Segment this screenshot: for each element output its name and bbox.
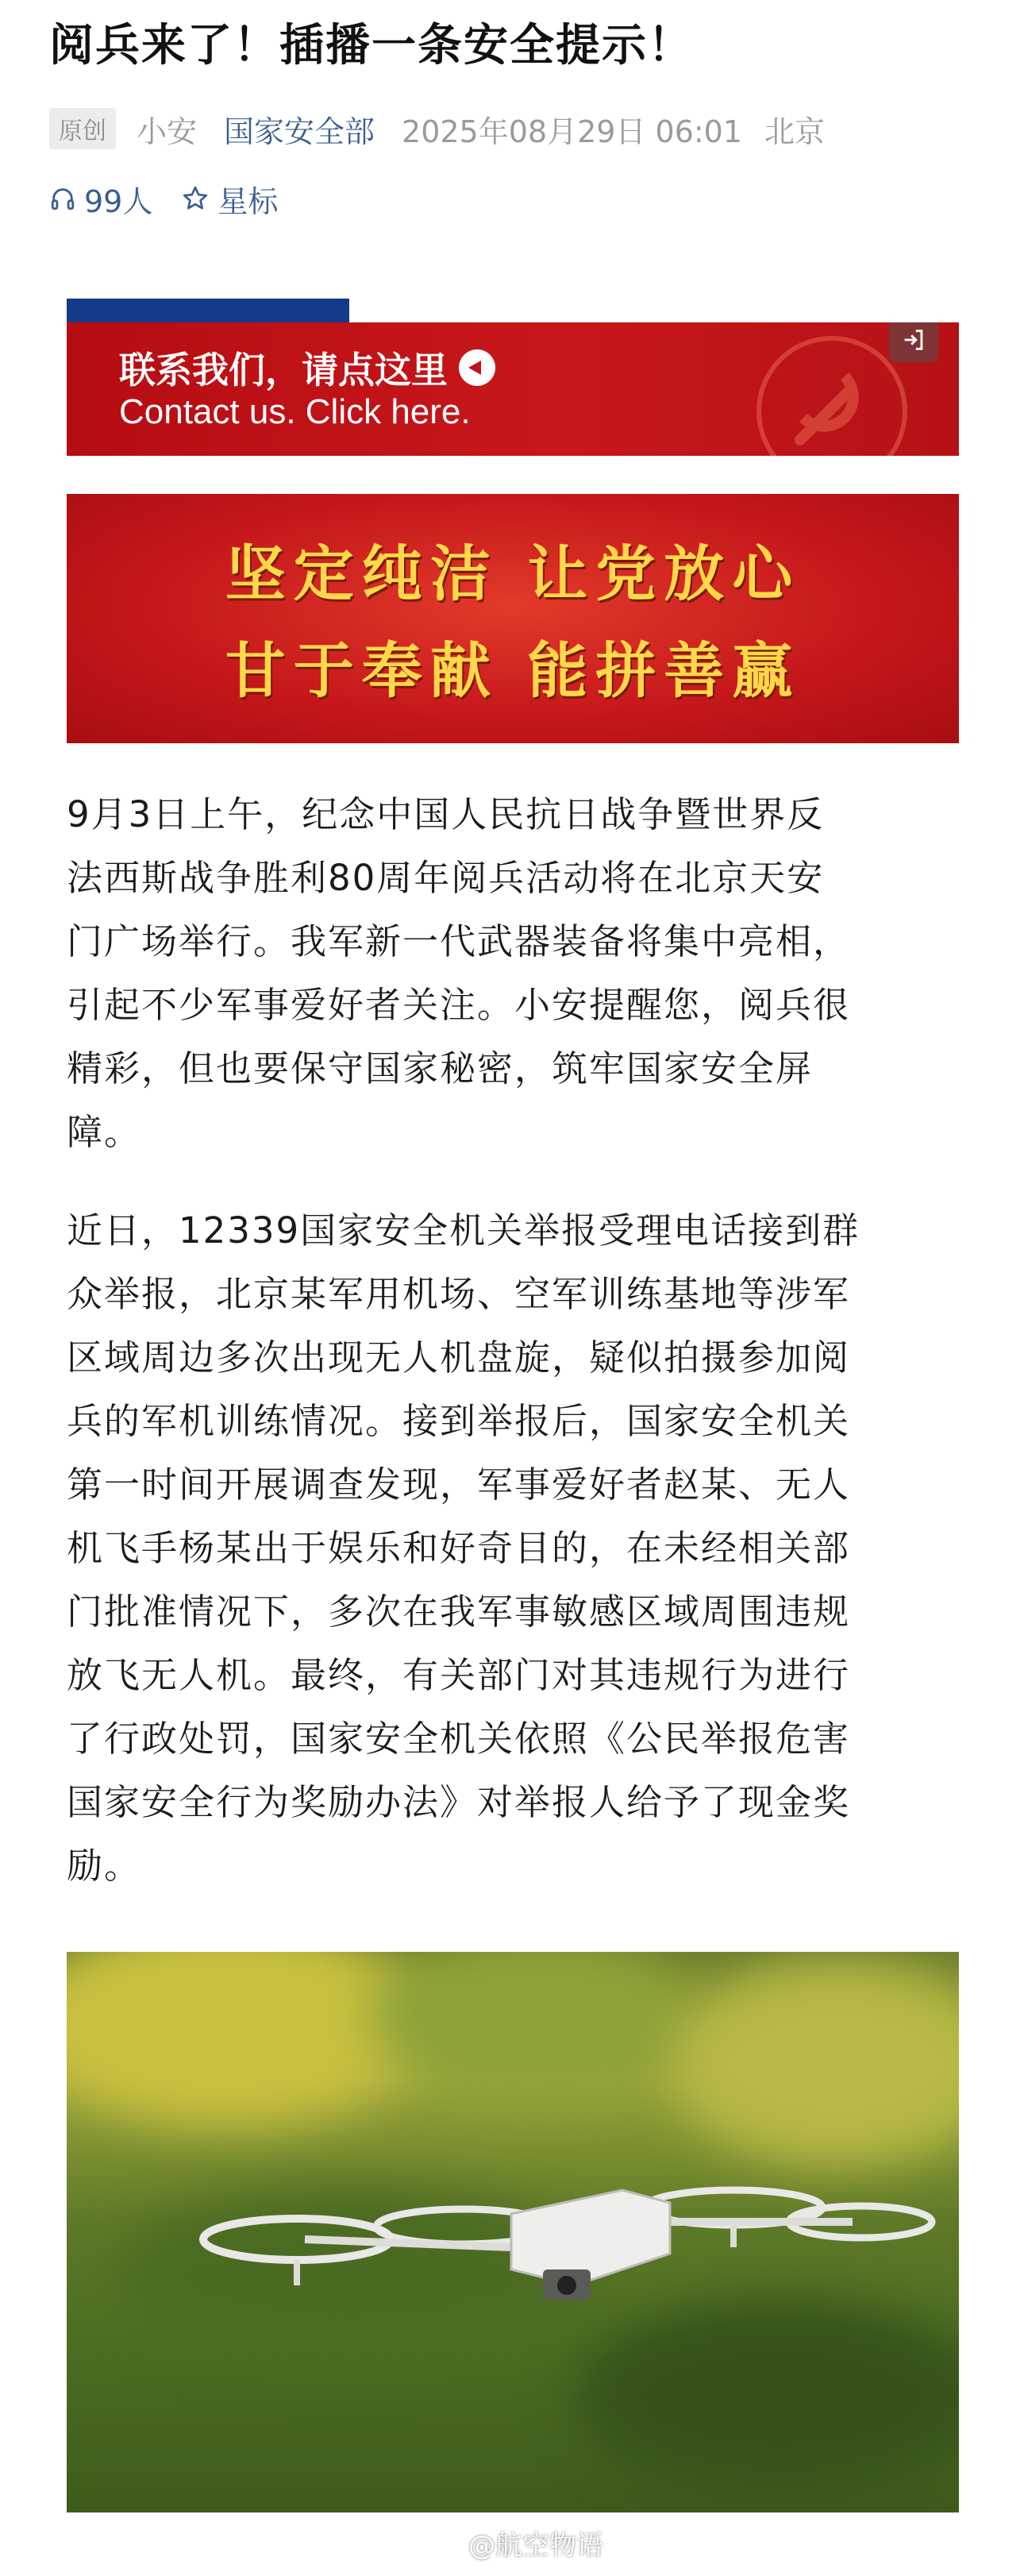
article-meta — [49, 106, 825, 151]
banner-top-bar — [67, 299, 349, 322]
paragraph-1 — [67, 783, 959, 1164]
paragraph-line: 第一时间开展调查发现，军事爱好者赵某、无人 — [67, 1463, 851, 1506]
contact-banner-cn — [119, 341, 495, 394]
listen-count-label: 99人 — [84, 183, 153, 219]
contact-banner-en: Contact us. Click here. — [119, 392, 471, 431]
account-link[interactable]: 国家安全部 — [224, 114, 375, 149]
paragraph-line: 励。 — [67, 1845, 142, 1887]
listen-count[interactable] — [49, 177, 152, 221]
headphones-icon — [49, 185, 76, 212]
original-badge: 原创 — [49, 108, 116, 149]
article-title: 阅兵来了！插播一条安全提示！ — [49, 20, 694, 71]
paragraph-line: 国家安全行为奖励办法》对举报人给予了现金奖 — [67, 1781, 851, 1823]
contact-banner[interactable] — [67, 322, 959, 456]
paragraph-line: 机飞手杨某出于娱乐和好奇目的，在未经相关部 — [67, 1527, 851, 1569]
star-label: 星标 — [218, 183, 279, 219]
contact-banner-cn-text: 联系我们，请点这里 — [119, 349, 448, 391]
publish-location: 北京 — [764, 114, 826, 149]
paragraph-line: 精彩，但也要保守国家秘密，筑牢国家安全屏 — [67, 1047, 814, 1089]
party-emblem-icon — [753, 332, 911, 456]
paragraph-line: 近日，12339国家安全机关举报受理电话接到群 — [67, 1209, 860, 1251]
weibo-icon — [429, 2531, 460, 2556]
slogan-banner — [67, 494, 959, 743]
paragraph-line: 兵的军机训练情况。接到举报后，国家安全机关 — [67, 1400, 851, 1442]
slogan-line-2: 甘于奉献 能拼善赢 — [225, 635, 801, 706]
paragraph-line: 法西斯战争胜利80周年阅兵活动将在北京天安 — [67, 857, 825, 899]
arrow-left-icon — [459, 349, 495, 386]
watermark — [429, 2524, 603, 2563]
paragraph-line: 放飞无人机。最终，有关部门对其违规行为进行 — [67, 1654, 851, 1696]
paragraph-line: 区域周边多次出现无人机盘旋，疑似拍摄参加阅 — [67, 1336, 851, 1379]
paragraph-line: 门广场举行。我军新一代武器装备将集中亮相， — [67, 920, 851, 962]
paragraph-line: 9月3日上午，纪念中国人民抗日战争暨世界反 — [67, 793, 825, 835]
author-name: 小安 — [137, 114, 198, 149]
article-stats — [49, 176, 306, 221]
paragraph-line: 障。 — [67, 1111, 142, 1153]
paragraph-line: 了行政处罚，国家安全机关依照《公民举报危害 — [67, 1718, 851, 1760]
publish-date: 2025年08月29日 06:01 — [402, 114, 743, 149]
exit-icon — [900, 326, 927, 353]
exit-button[interactable] — [889, 322, 938, 362]
star-icon — [181, 184, 210, 213]
star-button[interactable] — [181, 177, 278, 221]
slogan-line-1: 坚定纯洁 让党放心 — [225, 538, 801, 609]
paragraph-line: 引起不少军事爱好者关注。小安提醒您，阅兵很 — [67, 984, 851, 1026]
drone-icon — [67, 1952, 959, 2512]
drone-photo[interactable] — [67, 1952, 959, 2512]
watermark-text: @航空物语 — [468, 2530, 603, 2562]
paragraph-line: 众举报，北京某军用机场、空军训练基地等涉军 — [67, 1273, 851, 1315]
paragraph-line: 门批准情况下，多次在我军事敏感区域周围违规 — [67, 1591, 851, 1633]
paragraph-2 — [67, 1199, 959, 1898]
